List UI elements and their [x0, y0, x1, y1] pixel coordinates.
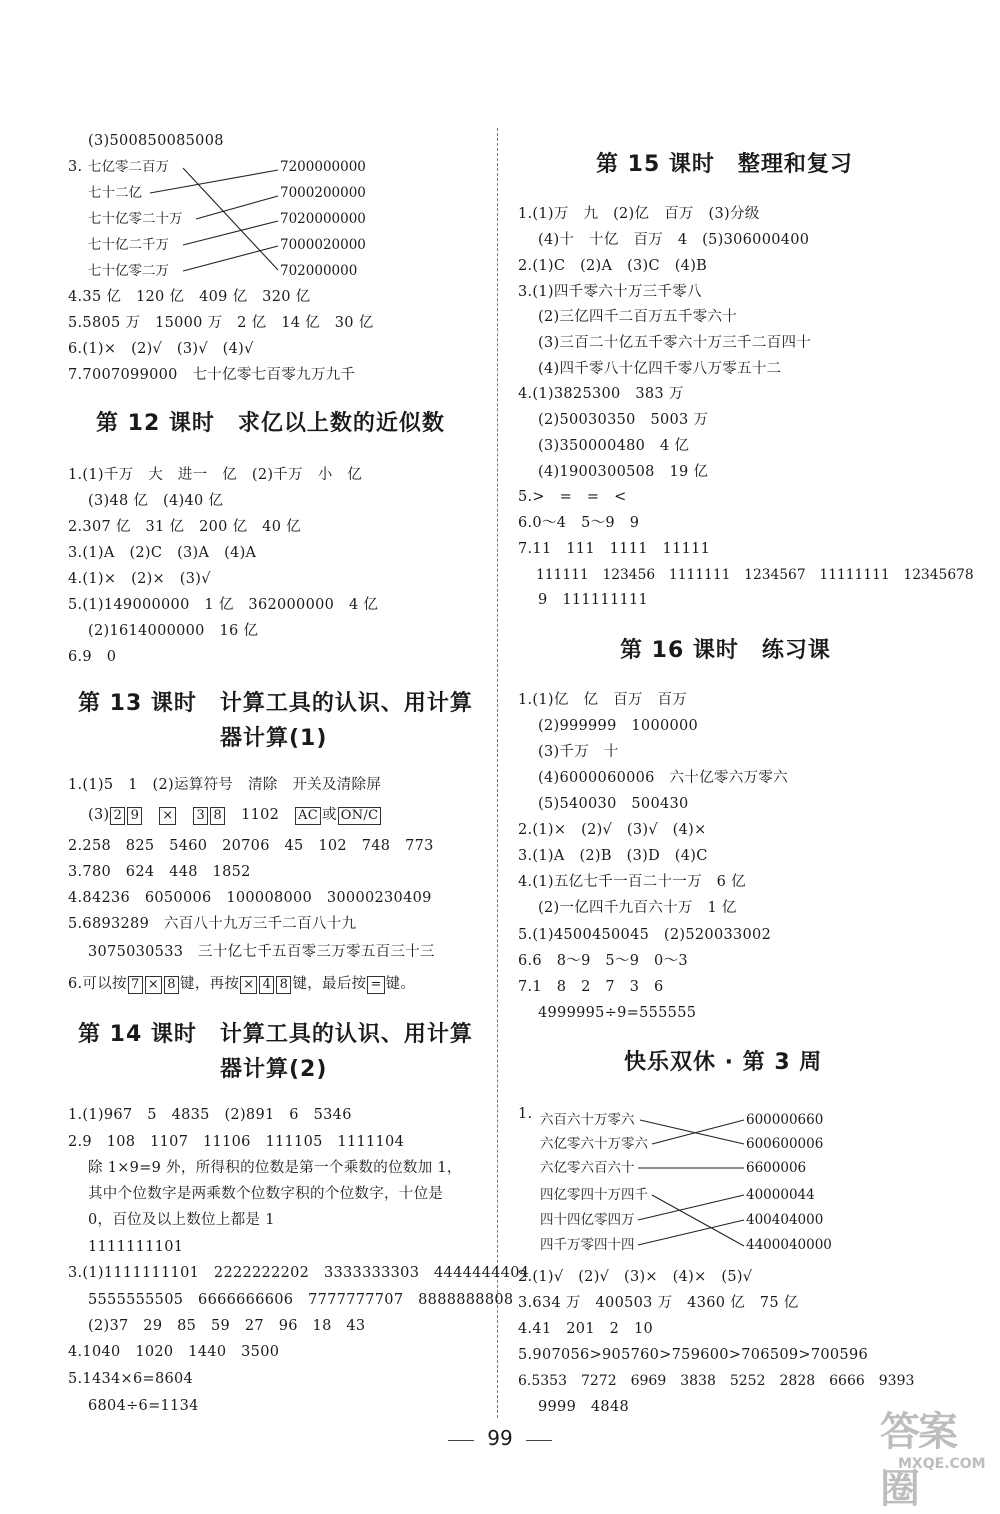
match-left-item: 七亿零二百万	[88, 159, 169, 175]
section-title-14-line1: 第 14 课时 计算工具的认识、用计算	[78, 1022, 473, 1047]
answer-line: 7.7007099000 七十亿零七百零九万九千	[68, 367, 356, 383]
answer-line: (2)三亿四千二百万五千零六十	[538, 309, 738, 325]
answer-text: 6.可以按	[68, 976, 127, 992]
calculator-key: 4	[259, 976, 274, 994]
answer-line: 4.(1)3825300 383 万	[518, 386, 684, 402]
answer-line: 2.9 108 1107 11106 111105 1111104	[68, 1134, 405, 1150]
answer-line: 3.(1)1111111101 2222222202 3333333303 4444444404	[68, 1265, 530, 1281]
match-right-item: 7000200000	[280, 185, 366, 201]
answer-line: 其中个位数字是两乘数个位数字积的个位数字，十位是	[88, 1186, 444, 1202]
answer-text: 1102	[241, 807, 280, 823]
answer-line: (4)6000060006 六十亿零六万零六	[538, 770, 788, 786]
answer-line: 5.6893289 六百八十九万三千二百八十九	[68, 916, 357, 932]
answer-line: (5)540030 500430	[538, 796, 689, 812]
match-left-item: 七十二亿	[88, 185, 142, 201]
match-right-item: 4400040000	[746, 1237, 832, 1253]
answer-line: 6.9 0	[68, 649, 117, 665]
answer-text: (3)	[88, 807, 110, 823]
answer-line: 4.(1)五亿七千一百二十一万 6 亿	[518, 874, 746, 890]
section-title-12: 第 12 课时 求亿以上数的近似数	[96, 411, 445, 436]
calculator-key: =	[367, 976, 384, 994]
answer-line: 4.1040 1020 1440 3500	[68, 1344, 280, 1360]
answer-line: (3)千万 十	[538, 744, 619, 760]
watermark-url: MXQE.COM	[898, 1456, 986, 1472]
answer-line: 2.258 825 5460 20706 45 102 748 773	[68, 838, 434, 854]
answer-line: 1.(1)万 九 (2)亿 百万 (3)分级	[518, 206, 760, 222]
answer-line: (4)十 十亿 百万 4 (5)306000400	[538, 232, 810, 248]
footer-dash-right	[526, 1440, 552, 1441]
answer-line: 4.84236 6050006 100008000 30000230409	[68, 890, 432, 906]
answer-line: (4)1900300508 19 亿	[538, 464, 709, 480]
answer-line: 4.(1)× (2)× (3)√	[68, 571, 211, 587]
answer-line: (3)48 亿 (4)40 亿	[88, 493, 224, 509]
calculator-key: 7	[128, 976, 143, 994]
calculator-key: AC	[295, 807, 321, 825]
answer-line: 9 111111111	[538, 592, 649, 608]
answer-line: 7.1 8 2 7 3 6	[518, 979, 664, 995]
match-right-item: 7020000000	[280, 211, 366, 227]
answer-line: 5.907056>905760>759600>706509>700596	[518, 1347, 868, 1363]
answer-line: 6.5353 7272 6969 3838 5252 2828 6666 9393	[518, 1373, 915, 1389]
answer-line: 9999 4848	[538, 1399, 630, 1415]
answer-line: 6.0～4 5～9 9	[518, 515, 640, 531]
answer-line: 6.6 8～9 5～9 0～3	[518, 953, 688, 969]
calculator-key: ×	[240, 976, 257, 994]
calculator-key: 8	[276, 976, 291, 994]
answer-line: (2)50030350 5003 万	[538, 412, 709, 428]
answer-line: 3.(1)A (2)B (3)D (4)C	[518, 848, 708, 864]
section-title-13-line2: 器计算(1)	[220, 726, 328, 751]
match-right-item: 400404000	[746, 1212, 824, 1228]
answer-line: 1.(1)千万 大 进一 亿 (2)千万 小 亿	[68, 467, 363, 483]
match-left-item: 六亿零六百六十	[540, 1160, 635, 1176]
answer-line: 5555555505 6666666606 7777777707 8888888808	[88, 1292, 514, 1308]
answer-line: 6804÷6=1134	[88, 1398, 199, 1414]
section-title-16: 第 16 课时 练习课	[620, 638, 831, 663]
answer-line: 1.(1)亿 亿 百万 百万	[518, 692, 688, 708]
answer-line: 5.> = = <	[518, 489, 627, 505]
answer-line: 4.41 201 2 10	[518, 1321, 654, 1337]
answer-line: 5.1434×6=8604	[68, 1371, 194, 1387]
answer-line: 0，百位及以上数位上都是 1	[88, 1212, 275, 1228]
page-number: 99	[487, 1426, 513, 1450]
match-right-item: 6600006	[746, 1160, 807, 1176]
section-title-13-line1: 第 13 课时 计算工具的认识、用计算	[78, 691, 473, 716]
calculator-key: 2	[110, 807, 125, 825]
match-left-item: 七十亿零二万	[88, 263, 169, 279]
section-title-15: 第 15 课时 整理和复习	[596, 152, 853, 177]
answer-line: 3075030533 三十亿七千五百零三万零五百三十三	[88, 944, 435, 960]
match-right-item: 7000020000	[280, 237, 366, 253]
answer-line: 3.(1)四千零六十万三千零八	[518, 284, 702, 300]
section-title-14-line2: 器计算(2)	[220, 1057, 328, 1082]
answer-line: 3.(1)A (2)C (3)A (4)A	[68, 545, 257, 561]
calculator-key: ×	[159, 807, 176, 825]
calculator-key: 3	[193, 807, 208, 825]
answer-line: 3.780 624 448 1852	[68, 864, 251, 880]
question-number: 1.	[518, 1106, 533, 1122]
answer-line: 2.(1)C (2)A (3)C (4)B	[518, 258, 708, 274]
match-line	[638, 1220, 744, 1245]
answer-line: 111111 123456 1111111 1234567 11111111 12345678	[536, 567, 974, 583]
answer-line: (3)三百二十亿五千零六十万三千二百四十	[538, 335, 812, 351]
answer-line: 4999995÷9=555555	[538, 1005, 697, 1021]
answer-line: 5.(1)149000000 1 亿 362000000 4 亿	[68, 597, 379, 613]
match-left-item: 七十亿二千万	[88, 237, 169, 253]
calculator-key: 8	[210, 807, 225, 825]
answer-line: (2)999999 1000000	[538, 718, 699, 734]
answer-line: (3)350000480 4 亿	[538, 438, 690, 454]
calculator-key: 8	[164, 976, 179, 994]
match-left-item: 四亿零四十万四千	[540, 1187, 648, 1203]
question-number: 3.	[68, 159, 83, 175]
watermark-text: 答案圈	[880, 1409, 956, 1512]
answer-line: 1111111101	[88, 1239, 184, 1255]
answer-line: (4)四千零八十亿四千零八万零五十二	[538, 361, 782, 377]
calculator-key: 9	[127, 807, 142, 825]
match-left-item: 六百六十万零六	[540, 1112, 635, 1128]
answer-line: 6.(1)× (2)√ (3)√ (4)√	[68, 341, 254, 357]
answer-line: 除 1×9=9 外，所得积的位数是第一个乘数的位数加 1，	[88, 1160, 462, 1176]
watermark-logo	[880, 1400, 990, 1512]
answer-line: 4.35 亿 120 亿 409 亿 320 亿	[68, 289, 311, 305]
answer-line: 7.11 111 1111 11111	[518, 541, 711, 557]
calculator-key: ×	[145, 976, 162, 994]
match-left-item: 四千万零四十四	[540, 1237, 635, 1253]
answer-text: 键，再按	[180, 976, 240, 992]
answer-text: 键。	[385, 976, 416, 992]
answer-line: (2)37 29 85 59 27 96 18 43	[88, 1318, 366, 1334]
answer-line: (3)500850085008	[88, 133, 224, 149]
answer-line: (2)1614000000 16 亿	[88, 623, 259, 639]
answer-text: 键，最后按	[292, 976, 367, 992]
answer-line: 5.5805 万 15000 万 2 亿 14 亿 30 亿	[68, 315, 374, 331]
answer-line: 3.634 万 400503 万 4360 亿 75 亿	[518, 1295, 799, 1311]
match-right-item: 600000660	[746, 1112, 824, 1128]
match-right-item: 7200000000	[280, 159, 366, 175]
answer-line: 2.307 亿 31 亿 200 亿 40 亿	[68, 519, 301, 535]
answer-line: 5.(1)4500450045 (2)520033002	[518, 927, 772, 943]
answer-line: 1.(1)5 1 (2)运算符号 清除 开关及清除屏	[68, 777, 382, 793]
section-title-weekend: 快乐双休 · 第 3 周	[624, 1050, 823, 1075]
answer-text: 或	[321, 807, 337, 823]
answer-line: 2.(1)× (2)√ (3)√ (4)×	[518, 822, 707, 838]
match-left-item: 六亿零六十万零六	[540, 1136, 648, 1152]
answer-line: (2)一亿四千九百六十万 1 亿	[538, 900, 737, 916]
match-left-item: 七十亿零二十万	[88, 211, 183, 227]
match-left-item: 四十四亿零四万	[540, 1212, 635, 1228]
match-right-item: 40000044	[746, 1187, 815, 1203]
calculator-key: ON/C	[338, 807, 382, 825]
match-right-item: 600600006	[746, 1136, 824, 1152]
answer-line: 1.(1)967 5 4835 (2)891 6 5346	[68, 1107, 352, 1123]
match-right-item: 702000000	[280, 263, 358, 279]
answer-line: 2.(1)√ (2)√ (3)× (4)× (5)√	[518, 1269, 753, 1285]
